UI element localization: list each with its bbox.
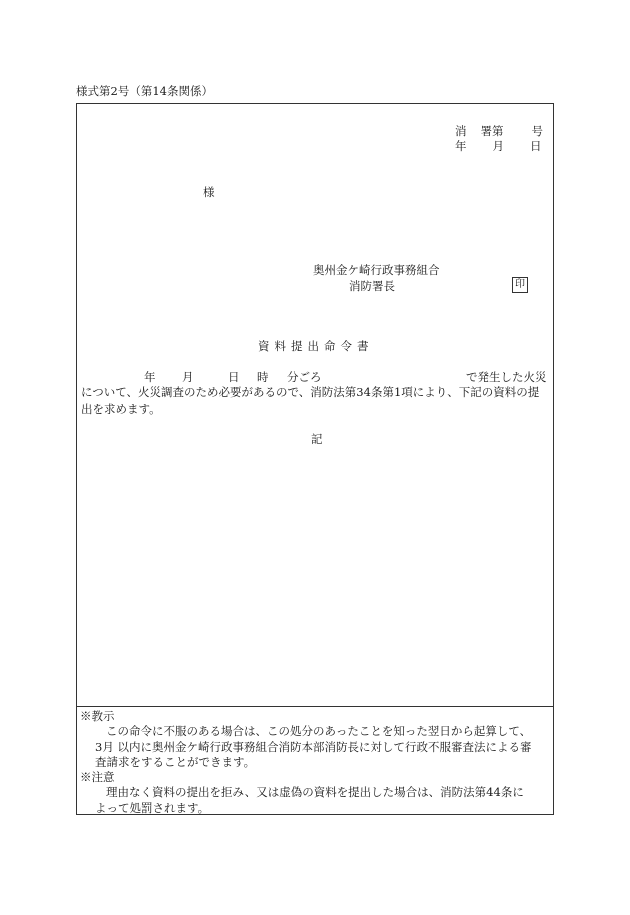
incident-day: 日 xyxy=(228,370,240,384)
ref-part-1: 消 xyxy=(455,124,467,138)
date-year: 年 xyxy=(455,139,467,153)
reference-number xyxy=(455,124,543,139)
issuer-title: 消防署長 xyxy=(349,279,395,293)
incident-datetime-line xyxy=(80,370,552,386)
form-frame xyxy=(76,103,554,815)
ref-part-3: 号 xyxy=(531,124,543,138)
incident-occurred: で発生した火災 xyxy=(466,370,547,384)
issuer-organization: 奥州金ケ崎行政事務組合 xyxy=(313,263,440,277)
instruction-line: この命令に不服のある場合は、この処分のあったことを知った翌日から起算して、 xyxy=(106,724,532,738)
form-number-label: 様式第2号（第14条関係） xyxy=(76,84,213,98)
seal-mark: 印 xyxy=(512,277,528,293)
document-title: 資料提出命令書 xyxy=(258,339,374,353)
instruction-line: 査請求をすることができます。 xyxy=(95,755,256,769)
incident-minute: 分ごろ xyxy=(287,370,322,384)
caution-line: よって処罰されます。 xyxy=(95,801,210,815)
incident-month: 月 xyxy=(182,370,194,384)
date-month: 月 xyxy=(492,139,504,153)
incident-year: 年 xyxy=(144,370,156,384)
issue-date xyxy=(455,139,542,154)
incident-hour: 時 xyxy=(257,370,269,384)
record-label: 記 xyxy=(311,432,323,446)
body-text-line: 出を求めます。 xyxy=(81,402,161,416)
addressee-honorific: 様 xyxy=(203,185,215,199)
date-day: 日 xyxy=(530,139,542,153)
ref-part-2: 署第 xyxy=(480,124,504,138)
caution-heading: ※注意 xyxy=(80,770,115,784)
body-text-line: について、火災調査のため必要があるので、消防法第34条第1項により、下記の資料の提 xyxy=(81,385,540,399)
caution-line: 理由なく資料の提出を拒み、又は虚偽の資料を提出した場合は、消防法第44条に xyxy=(106,785,524,799)
instruction-line: 3月 以内に奥州金ケ崎行政事務組合消防本部消防長に対して行政不服審査法による審 xyxy=(95,740,532,754)
instruction-heading: ※教示 xyxy=(80,709,115,723)
notes-divider xyxy=(76,706,554,707)
